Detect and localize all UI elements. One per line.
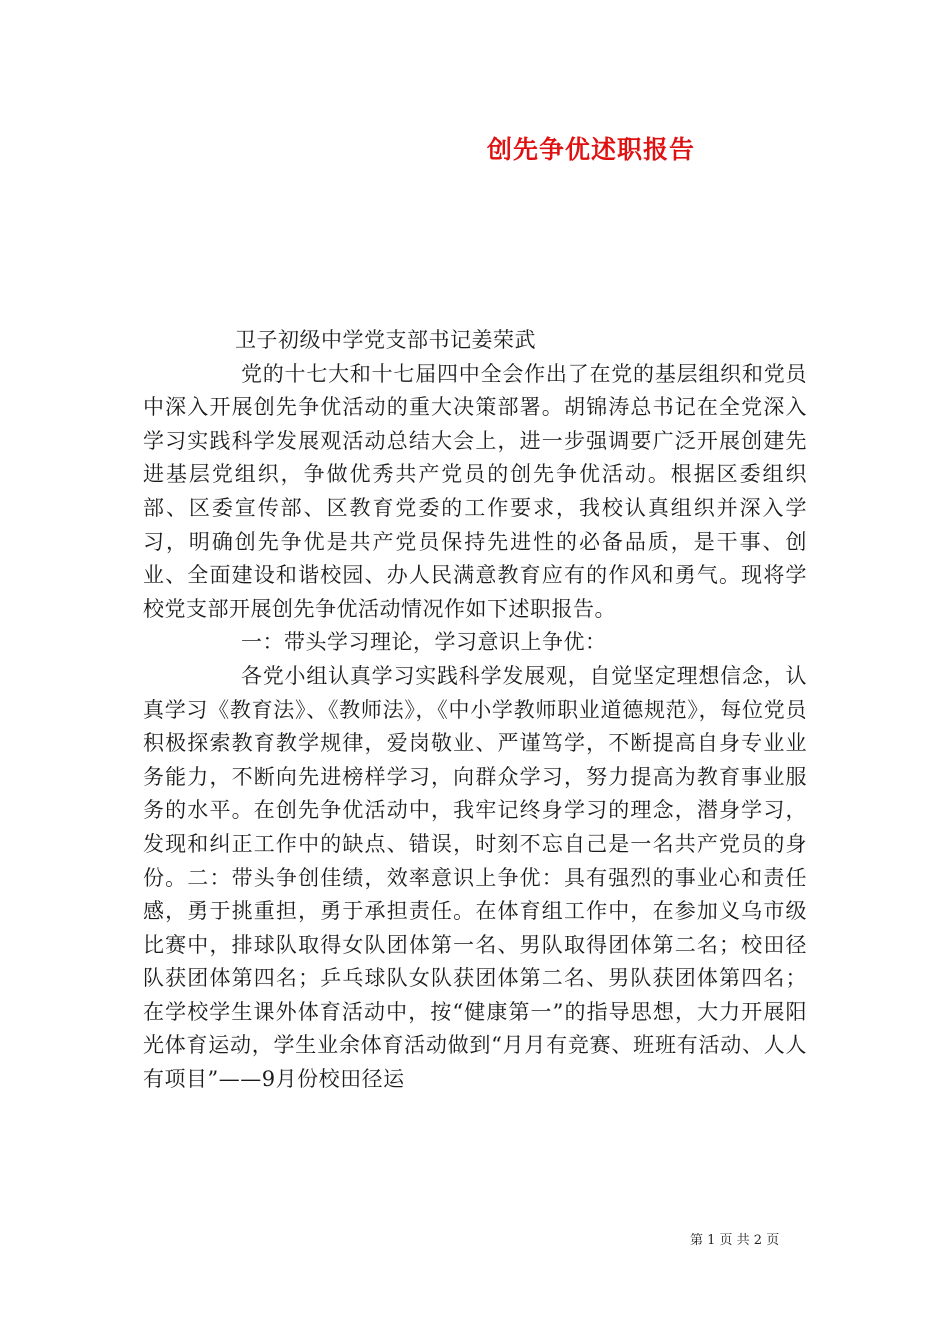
page-indicator: 第 1 页 共 2 页 (690, 1233, 780, 1248)
section-heading-1: 一：带头学习理论，学习意识上争优： (241, 630, 607, 655)
paragraph-section-1: 各党小组认真学习实践科学发展观，自觉坚定理想信念，认真学习《教育法》、《教师法》，《中小学教师职业道德规范》，每位党员积极探索教育教学规律，爱岗敬业、严谨笃学，不断提高自身专业业务能力，不断向先进榜样学习，向群众学习，努力提高为教育事业服务的水平。在创先争优活动中，我牢记终身学习的理念，潜身学习，发现和纠正工作中的缺点、错误，时刻不忘自己是一名共产党员的身份。二：带头争创佳绩，效率意识上争优：具有强烈的事业心和责任感，勇于挑重担，勇于承担责任。在体育组工作中，在参加义乌市级比赛中，排球队取得女队团体第一名、男队取得团体第二名；校田径队获团体第四名；乒乓球队女队获团体第二名、男队获团体第四名；在学校学生课外体育活动中，按“健康第一”的指导思想，大力开展阳光体育运动，学生业余体育活动做到“月月有竞赛、班班有活动、人人有项目”——9月份校田径运 (143, 663, 807, 1092)
document-title: 创先争优述职报告 (487, 135, 696, 164)
paragraph-intro: 党的十七大和十七届四中全会作出了在党的基层组织和党员中深入开展创先争优活动的重大决策部署。胡锦涛总书记在全党深入学习实践科学发展观活动总结大会上，进一步强调要广泛开展创建先进基层党组织，争做优秀共产党员的创先争优活动。根据区委组织部、区委宣传部、区教育党委的工作要求，我校认真组织并深入学习，明确创先争优是共产党员保持先进性的必备品质，是干事、创业、全面建设和谐校园、办人民满意教育应有的作风和勇气。现将学校党支部开展创先争优活动情况作如下述职报告。 (143, 361, 807, 621)
author-line: 卫子初级中学党支部书记姜荣武 (235, 328, 536, 352)
document-body (143, 324, 807, 1097)
